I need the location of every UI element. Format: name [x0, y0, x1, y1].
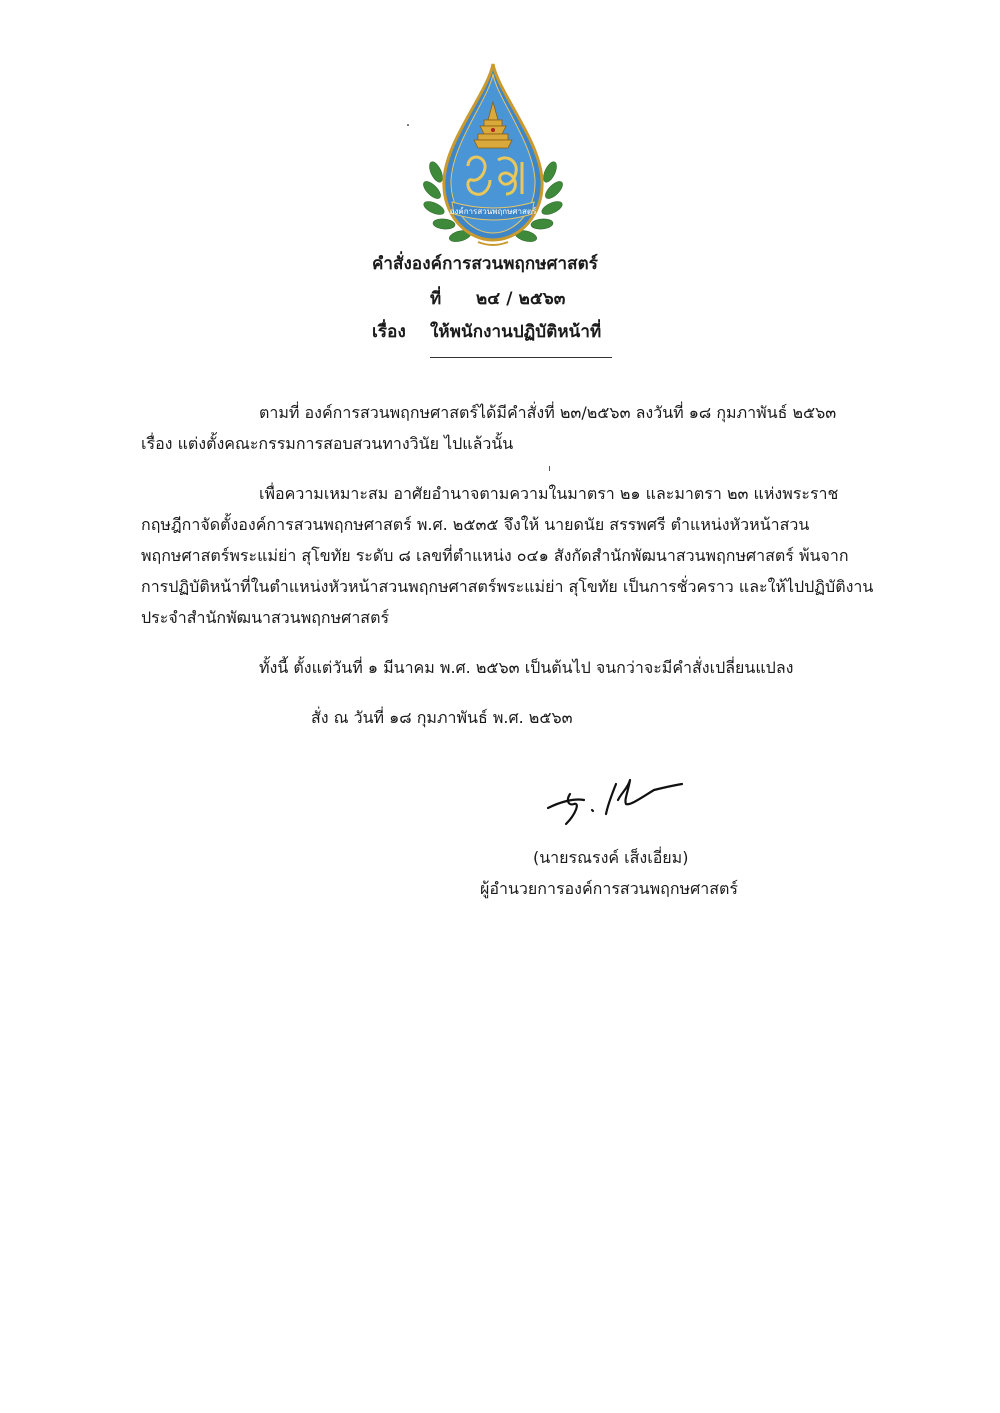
organization-emblem-icon — [418, 62, 568, 248]
subject-value: ให้พนักงานปฏิบัติหน้าที่ — [430, 322, 602, 342]
ordered-on-date: สั่ง ณ วันที่ ๑๘ กุมภาพันธ์ พ.ศ. ๒๕๖๓ — [311, 708, 573, 727]
paragraph-2-line-2: กฤษฎีกาจัดตั้งองค์การสวนพฤกษศาสตร์ พ.ศ. ๒๕๓๕ จึงให้ นายดนัย สรรพศรี ตำแหน่งหัวหน้าสวน — [141, 515, 810, 534]
paragraph-2-line-1: เพื่อความเหมาะสม อาศัยอำนาจตามความในมาตรา ๒๑ และมาตรา ๒๓ แห่งพระราช — [259, 484, 839, 503]
subject-label: เรื่อง — [372, 322, 406, 342]
order-number-label: ที่ — [430, 289, 442, 309]
signatory-name: (นายรณรงค์ เส็งเอี่ยม) — [533, 848, 689, 867]
order-number-value: ๒๔ / ๒๕๖๓ — [476, 289, 566, 309]
paragraph-1-line-2: เรื่อง แต่งตั้งคณะกรรมการสอบสวนทางวินัย ไปแล้วนั้น — [141, 434, 514, 453]
handwritten-signature — [544, 770, 694, 830]
scan-speck — [549, 466, 550, 471]
scan-speck — [407, 124, 409, 126]
paragraph-2-line-4: การปฏิบัติหน้าที่ในตำแหน่งหัวหน้าสวนพฤกษศาสตร์พระแม่ย่า สุโขทัย เป็นการชั่วคราว และให้ไปปฏิบัติงาน — [141, 577, 874, 596]
paragraph-3: ทั้งนี้ ตั้งแต่วันที่ ๑ มีนาคม พ.ศ. ๒๕๖๓ เป็นต้นไป จนกว่าจะมีคำสั่งเปลี่ยนแปลง — [259, 658, 794, 677]
header-divider — [430, 357, 612, 358]
order-title: คำสั่งองค์การสวนพฤกษศาสตร์ — [372, 254, 598, 274]
paragraph-2-line-3: พฤกษศาสตร์พระแม่ย่า สุโขทัย ระดับ ๘ เลขที่ตำแหน่ง ๐๔๑ สังกัดสำนักพัฒนาสวนพฤกษศาสตร์ พ้นจาก — [141, 546, 849, 565]
paragraph-2-line-5: ประจำสำนักพัฒนาสวนพฤกษศาสตร์ — [141, 608, 390, 627]
signatory-title: ผู้อำนวยการองค์การสวนพฤกษศาสตร์ — [480, 879, 738, 898]
emblem-banner-text: องค์การสวนพฤกษศาสตร์ — [449, 207, 537, 216]
paragraph-1-line-1: ตามที่ องค์การสวนพฤกษศาสตร์ได้มีคำสั่งที่ ๒๓/๒๕๖๓ ลงวันที่ ๑๘ กุมภาพันธ์ ๒๕๖๓ — [259, 403, 837, 422]
